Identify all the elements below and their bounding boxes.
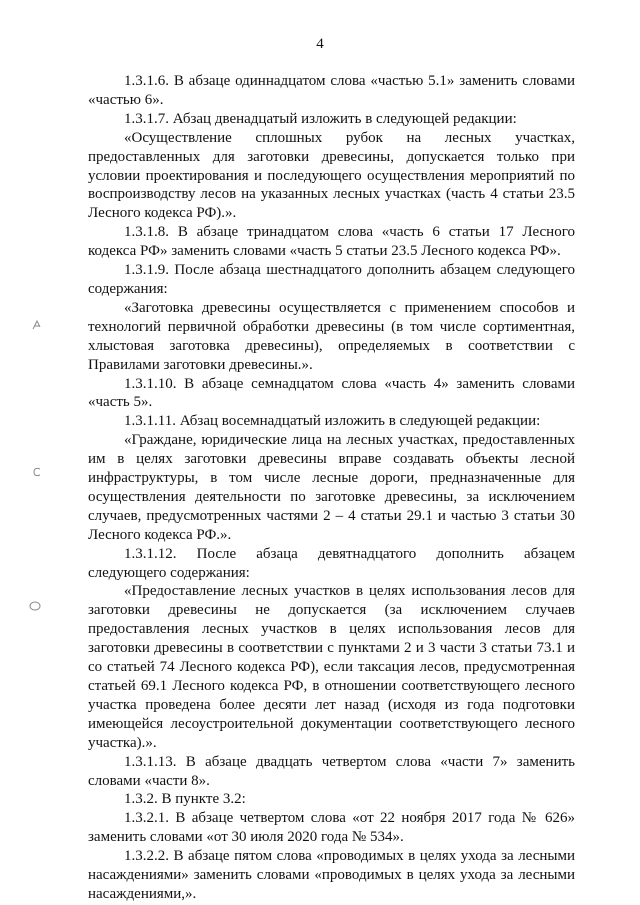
- scan-mark: [27, 598, 43, 614]
- paragraph-1-3-1-10: 1.3.1.10. В абзаце семнадцатом слова «часть 4» заменить словами «часть 5».: [88, 375, 575, 411]
- paragraph-1-3-1-12: 1.3.1.12. После абзаца девятнадцатого дополнить абзацем следующего содержания:: [88, 545, 575, 581]
- paragraph-1-3-2-2: 1.3.2.2. В абзаце пятом слова «проводимых в целях ухода за лесными насаждениями» заменить словами «проводимых в целях ухода за лесными насаждениями,».: [88, 848, 575, 902]
- paragraph-1-3-1-11: 1.3.1.11. Абзац восемнадцатый изложить в следующей редакции:: [124, 413, 541, 430]
- quote-added-paragraph-2: «Предоставление лесных участков в целях использования лесов для заготовки древесины не допускается (за исключением случаев предоставления лесных участков в целях использования лесов для заготовки древесины в соответствии с пунктами 2 и 3 части 3 статьи 73.1 и со статьей 74 Лесного кодекса РФ), если таксация лесов, предусмотренная статьей 69.1 Лесного кодекса РФ, в отношении соответствующего лесного участка проведена более десяти лет назад (исходя из года подготовки имеющейся лесоустроительной документации соответствующего лесного участка).».: [88, 583, 575, 751]
- quote-paragraph-18: «Граждане, юридические лица на лесных участках, предоставленных им в целях заготовки древесины вправе создавать объекты лесной инфраструктуры, в том числе лесные дороги, предназначенные для осуществления деятельности по заготовке древесины, за исключением случаев, предусмотренных частями 2 – 4 статьи 29.1 и частью 3 статьи 30 Лесного кодекса РФ.».: [88, 432, 575, 543]
- paragraph-1-3-2-1: 1.3.2.1. В абзаце четвертом слова «от 22 ноября 2017 года № 626» заменить словами «от 30 июля 2020 года № 534».: [88, 810, 575, 846]
- paragraph-1-3-1-13: 1.3.1.13. В абзаце двадцать четвертом слова «части 7» заменить словами «части 8».: [88, 753, 575, 789]
- paragraph-1-3-1-6: 1.3.1.6. В абзаце одиннадцатом слова «частью 5.1» заменить словами «частью 6».: [88, 73, 575, 108]
- quote-added-paragraph: «Заготовка древесины осуществляется с применением способов и технологий первичной обработки древесины (в том числе сортиментная, хлыстовая заготовка древесины), определяемых в соответствии с Правилами заготовки древесины.».: [88, 299, 575, 373]
- paragraph-1-3-1-9: 1.3.1.9. После абзаца шестнадцатого дополнить абзацем следующего содержания:: [88, 262, 575, 297]
- scan-mark: [30, 465, 44, 479]
- scan-mark: [30, 318, 44, 332]
- paragraph-1-3-1-8: 1.3.1.8. В абзаце тринадцатом слова «часть 6 статьи 17 Лесного кодекса РФ» заменить словами «часть 5 статьи 23.5 Лесного кодекса РФ».: [88, 224, 575, 260]
- page-number: 4: [316, 36, 324, 52]
- quote-paragraph-12: «Осуществление сплошных рубок на лесных участках, предоставленных для заготовки древесины, допускается только при условии проектирования и последующего осуществления мероприятий по воспроизводству лесов на указанных лесных участках (часть 4 статьи 23.5 Лесного кодекса РФ).».: [88, 129, 575, 222]
- paragraph-1-3-2: 1.3.2. В пункте 3.2:: [124, 791, 246, 808]
- paragraph-1-3-1-7: 1.3.1.7. Абзац двенадцатый изложить в следующей редакции:: [124, 110, 517, 127]
- document-body: [88, 72, 575, 904]
